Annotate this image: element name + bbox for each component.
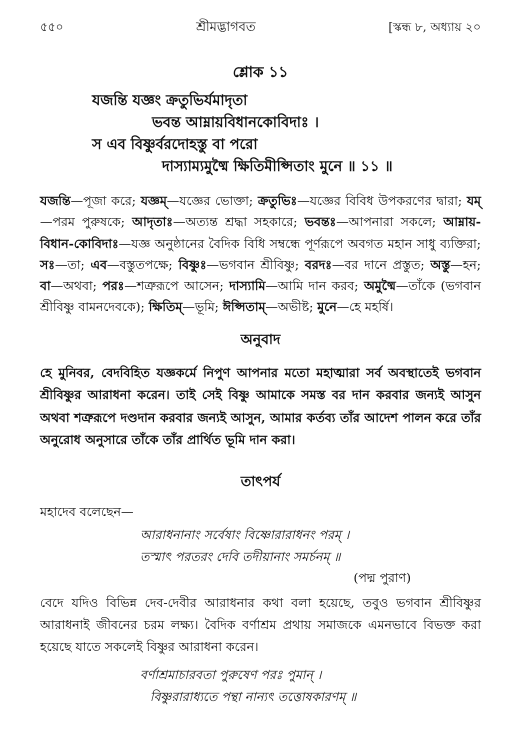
- synonym-meaning: হে মহর্ষি।: [349, 299, 394, 315]
- synonym-separator: —: [206, 256, 220, 272]
- synonym-term: ক্রতুভিঃ: [257, 193, 298, 208]
- synonym-separator: —: [50, 278, 64, 294]
- purport-heading: তাৎপর্য: [240, 473, 281, 490]
- synonym-separator: —: [395, 278, 409, 294]
- synonym-term: যম্: [466, 193, 481, 208]
- synonym-separator: —: [450, 256, 463, 272]
- verse-line: দাস্যাম্যমুষ্মৈ ক্ষিতিমীপ্সিতাং মুনে ॥ ১১ ॥: [162, 158, 393, 175]
- synonym-term: বিষ্ণুঃ: [178, 256, 207, 272]
- synonym-separator: —: [118, 235, 132, 251]
- synonym-meaning: পরম পুরুষকে;: [52, 214, 133, 230]
- verse-line: যজন্তি যজ্ঞং ক্রতুভির্যমাদৃতা: [92, 92, 248, 109]
- synonym-meaning: হন;: [462, 256, 481, 272]
- synonym-separator: —: [106, 256, 120, 272]
- synonym-separator: —: [166, 193, 180, 208]
- synonym-meaning: যজ্ঞের ভোক্তা;: [179, 193, 258, 208]
- synonym-term: যজ্ঞম্: [140, 193, 167, 208]
- synonym-term: ঈপ্সিতাম্: [222, 299, 266, 315]
- synonym-term: বরদঃ: [304, 256, 332, 272]
- synonym-separator: —: [265, 278, 278, 294]
- synonym-separator: —: [331, 256, 345, 272]
- purport-quote: [40, 524, 481, 568]
- synonym-separator: —: [54, 256, 68, 272]
- synonym-separator: —: [124, 278, 137, 294]
- synonym-meaning: বস্তুতপক্ষে;: [119, 256, 179, 272]
- synonym-meaning: অথবা;: [63, 278, 103, 294]
- synonym-meaning: যজ্ঞ অনুষ্ঠানের বৈদিক বিধি সম্বন্ধে পূর্ণরূপে অবগত মহান সাধু ব্যক্তিরা;: [131, 235, 481, 251]
- page-number: ৫৫০: [40, 20, 64, 34]
- word-synonyms: [40, 190, 481, 318]
- synonym-separator: —: [40, 214, 53, 230]
- synonym-meaning: আমি দান করব;: [277, 278, 364, 294]
- book-title: শ্রীমদ্ভাগবত: [196, 20, 256, 35]
- quote-line: তস্মাৎ পরতরং দেবি তদীয়ানাং সমর্চনম্ ॥: [140, 548, 341, 564]
- synonym-meaning: অত্যন্ত শ্রদ্ধা সহকারে;: [185, 214, 305, 230]
- synonym-term: দাস্যামি: [229, 278, 266, 294]
- synonym-meaning: তা;: [67, 256, 91, 272]
- synonym-separator: —: [172, 214, 186, 230]
- quote-line: বর্ণাশ্রমাচারবতা পুরুষেণ পরঃ পুমান্ ।: [140, 666, 322, 682]
- synonym-term: আম্নায়-বিধান-কোবিদাঃ: [40, 214, 481, 251]
- synonym-meaning: শত্রুরূপে আসেন;: [136, 278, 230, 294]
- synonym-meaning: পূজা করে;: [83, 193, 141, 208]
- synonym-separator: —: [70, 193, 84, 208]
- page-header: [40, 18, 481, 39]
- quote-source: (পদ্ম পুরাণ): [353, 569, 411, 585]
- synonym-term: ভবন্তঃ: [304, 214, 337, 230]
- synonym-term: আদৃতাঃ: [132, 214, 173, 230]
- synonym-term: অস্তু: [430, 256, 451, 272]
- shloka-title: শ্লোক ১১: [232, 63, 289, 81]
- synonym-meaning: তাঁকে (ভগবান শ্রীবিষ্ণু বামনদেবকে);: [40, 278, 482, 315]
- synonym-meaning: যজ্ঞের বিবিধ উপকরণের দ্বারা;: [309, 193, 467, 208]
- synonym-meaning: বর দানে প্রস্তুত;: [344, 256, 431, 272]
- sanskrit-verse: [40, 90, 481, 178]
- purport-intro: মহাদেব বলেছেন—: [40, 503, 134, 519]
- synonym-meaning: আপনারা সকলে;: [348, 214, 444, 230]
- synonym-meaning: অভীষ্ট;: [277, 299, 318, 315]
- purport-quote-2: [40, 664, 481, 708]
- synonym-term: সঃ: [40, 256, 55, 272]
- verse-line: স এব বিষ্ণুর্বরদোহস্তু বা পরো: [92, 136, 258, 153]
- synonym-term: বা: [40, 278, 51, 294]
- purport-body: বেদে যদিও বিভিন্ন দেব-দেবীর আরাধনার কথা বলা হয়েছে, তবুও ভগবান শ্রীবিষ্ণুর আরাধনাই জীবনের চরম লক্ষ্য। বৈদিক বর্ণাশ্রম প্রথায় সমাজকে এমনভাবে বিভক্ত করা হয়েছে যাতে সকলেই বিষ্ণুর আরাধনা করেন।: [40, 594, 481, 654]
- synonym-term: এব: [90, 256, 107, 272]
- synonym-meaning: ভগবান শ্রীবিষ্ণু;: [219, 256, 305, 272]
- synonym-separator: —: [336, 214, 349, 230]
- translation-heading: অনুবাদ: [240, 331, 281, 348]
- synonym-term: যজন্তি: [40, 193, 71, 208]
- synonym-separator: —: [336, 299, 350, 315]
- quote-line: বিষ্ণুরারাধ্যতে পন্থা নান্যৎ তত্তোষকারণম্ ॥: [150, 688, 357, 704]
- quote-line: আরাধনানাং সর্বেষাং বিষ্ণোরারাধনং পরম্ ।: [140, 526, 350, 542]
- synonym-separator: —: [182, 299, 195, 315]
- synonym-term: মুনে: [317, 299, 337, 315]
- synonym-separator: —: [265, 299, 278, 315]
- verse-line: ভবন্ত আম্নায়বিধানকোবিদাঃ ।: [152, 114, 319, 131]
- synonym-term: অমুষ্মৈ: [363, 278, 396, 294]
- translation-text: হে মুনিবর, বেদবিহিত যজ্ঞকর্মে নিপুণ আপনার মতো মহাত্মারা সর্ব অবস্থাতেই ভগবান শ্রীবিষ্ণুর আরাধনা করেন। তাই সেই বিষ্ণু আমাকে সমস্ত বর দান করবার জন্যই আসুন অথবা শত্রুরূপে দণ্ডদান করবার জন্যই আসুন, আমার কর্তব্য তাঁর আদেশ পালন করে তাঁর অনুরোধ অনুসারে তাঁকে তাঁর প্রার্থিত ভূমি দান করা।: [40, 364, 481, 448]
- synonym-meaning: ভূমি;: [194, 299, 223, 315]
- synonym-term: পরঃ: [102, 278, 125, 294]
- synonym-term: ক্ষিতিম্: [148, 299, 183, 315]
- chapter-reference: [স্কন্ধ ৮, অধ্যায় ২০: [388, 20, 481, 34]
- synonym-separator: —: [297, 193, 310, 208]
